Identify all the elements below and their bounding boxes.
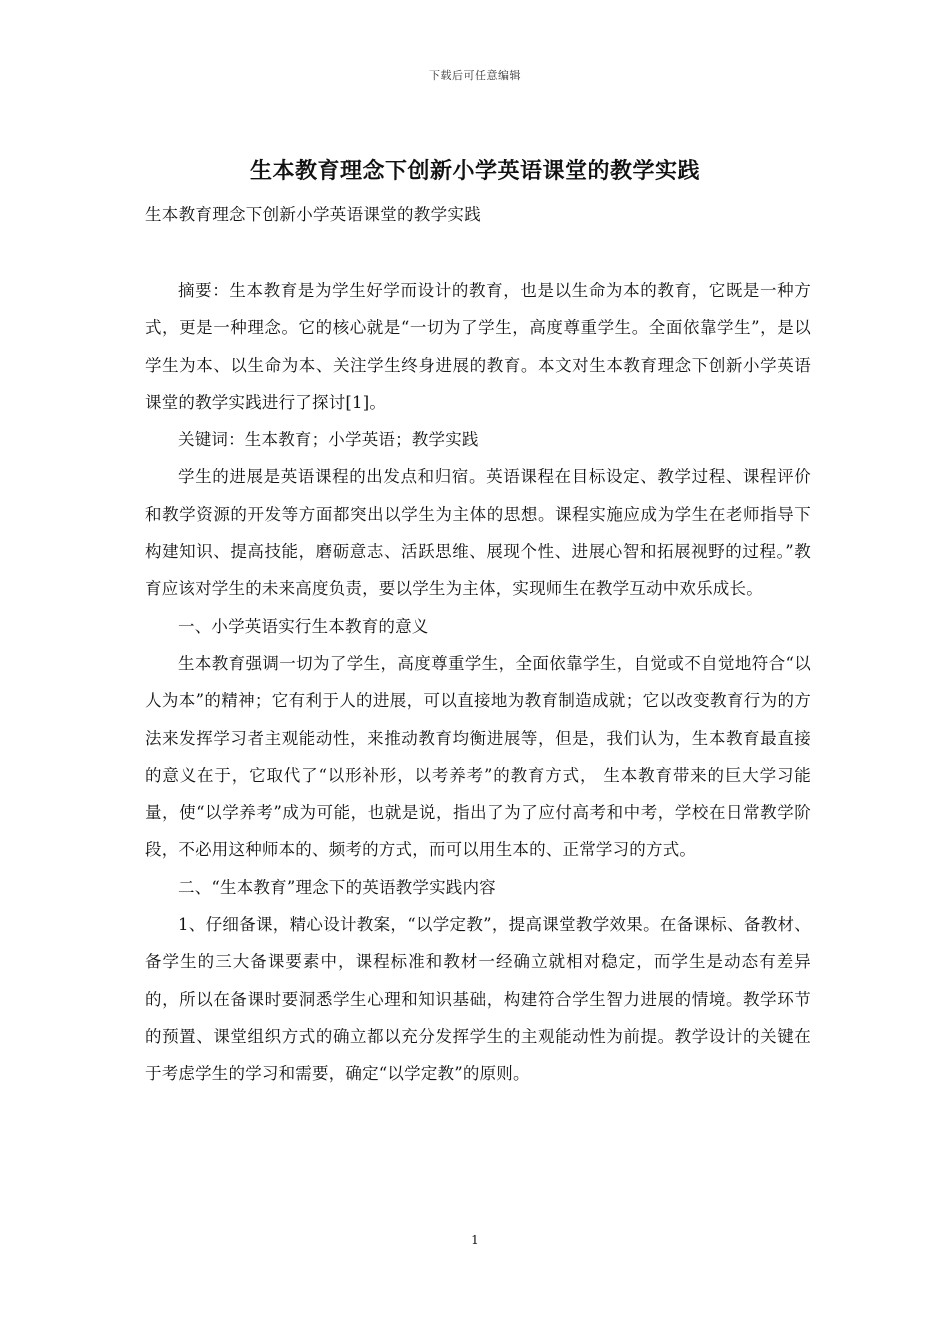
section-heading-1: 一、小学英语实行生本教育的意义 bbox=[178, 616, 429, 636]
header-note: 下载后可任意编辑 bbox=[429, 69, 521, 82]
section-1-paragraph: 生本教育强调一切为了学生，高度尊重学生，全面依靠学生，自觉或不自觉地符合“以人为本”的精神；它有利于人的进展，可以直接地为教育制造成就；它以改变教育行为的方法来发挥学习者主观能动性，来推动教育均衡进展等，但是，我们认为，生本教育最直接的意义在于，它取代了“以形补形，以考养考”的教育方式， 生本教育带来的巨大学习能量，使“以学养考”成为可能，也就是说，指出了为了应付高考和中考，学校在日常教学阶段，不必用这种师本的、频考的方式，而可以用生本的、正常学习的方式。 bbox=[145, 653, 811, 860]
page-number: 1 bbox=[471, 1233, 479, 1247]
abstract-paragraph: 摘要：生本教育是为学生好学而设计的教育，也是以生命为本的教育，它既是一种方式，更是一种理念。它的核心就是“一切为了学生，高度尊重学生。全面依靠学生”，是以学生为本、以生命为本、关注学生终身进展的教育。本文对生本教育理念下创新小学英语课堂的教学实践进行了探讨[1]。 bbox=[145, 281, 811, 412]
section-heading-2: 二、“生本教育”理念下的英语教学实践内容 bbox=[178, 877, 496, 897]
section-2-paragraph: 1、仔细备课，精心设计教案，“以学定教”，提高课堂教学效果。在备课标、备教材、备学生的三大备课要素中，课程标准和教材一经确立就相对稳定，而学生是动态有差异的，所以在备课时要洞悉学生心理和知识基础，构建符合学生智力进展的情境。教学环节的预置、课堂组织方式的确立都以充分发挥学生的主观能动性为前提。教学设计的关键在于考虑学生的学习和需要，确定“以学定教”的原则。 bbox=[145, 915, 811, 1084]
document-body bbox=[145, 272, 811, 1093]
keywords-paragraph: 关键词：生本教育；小学英语；教学实践 bbox=[178, 430, 479, 450]
document-subtitle: 生本教育理念下创新小学英语课堂的教学实践 bbox=[145, 205, 481, 224]
intro-paragraph: 学生的进展是英语课程的出发点和归宿。英语课程在目标设定、教学过程、课程评价和教学资源的开发等方面都突出以学生为主体的思想。课程实施应成为学生在老师指导下构建知识、提高技能，磨砺意志、活跃思维、展现个性、进展心智和拓展视野的过程。”教育应该对学生的未来高度负责，要以学生为主体，实现师生在教学互动中欢乐成长。 bbox=[145, 467, 811, 599]
document-title: 生本教育理念下创新小学英语课堂的教学实践 bbox=[249, 158, 700, 184]
